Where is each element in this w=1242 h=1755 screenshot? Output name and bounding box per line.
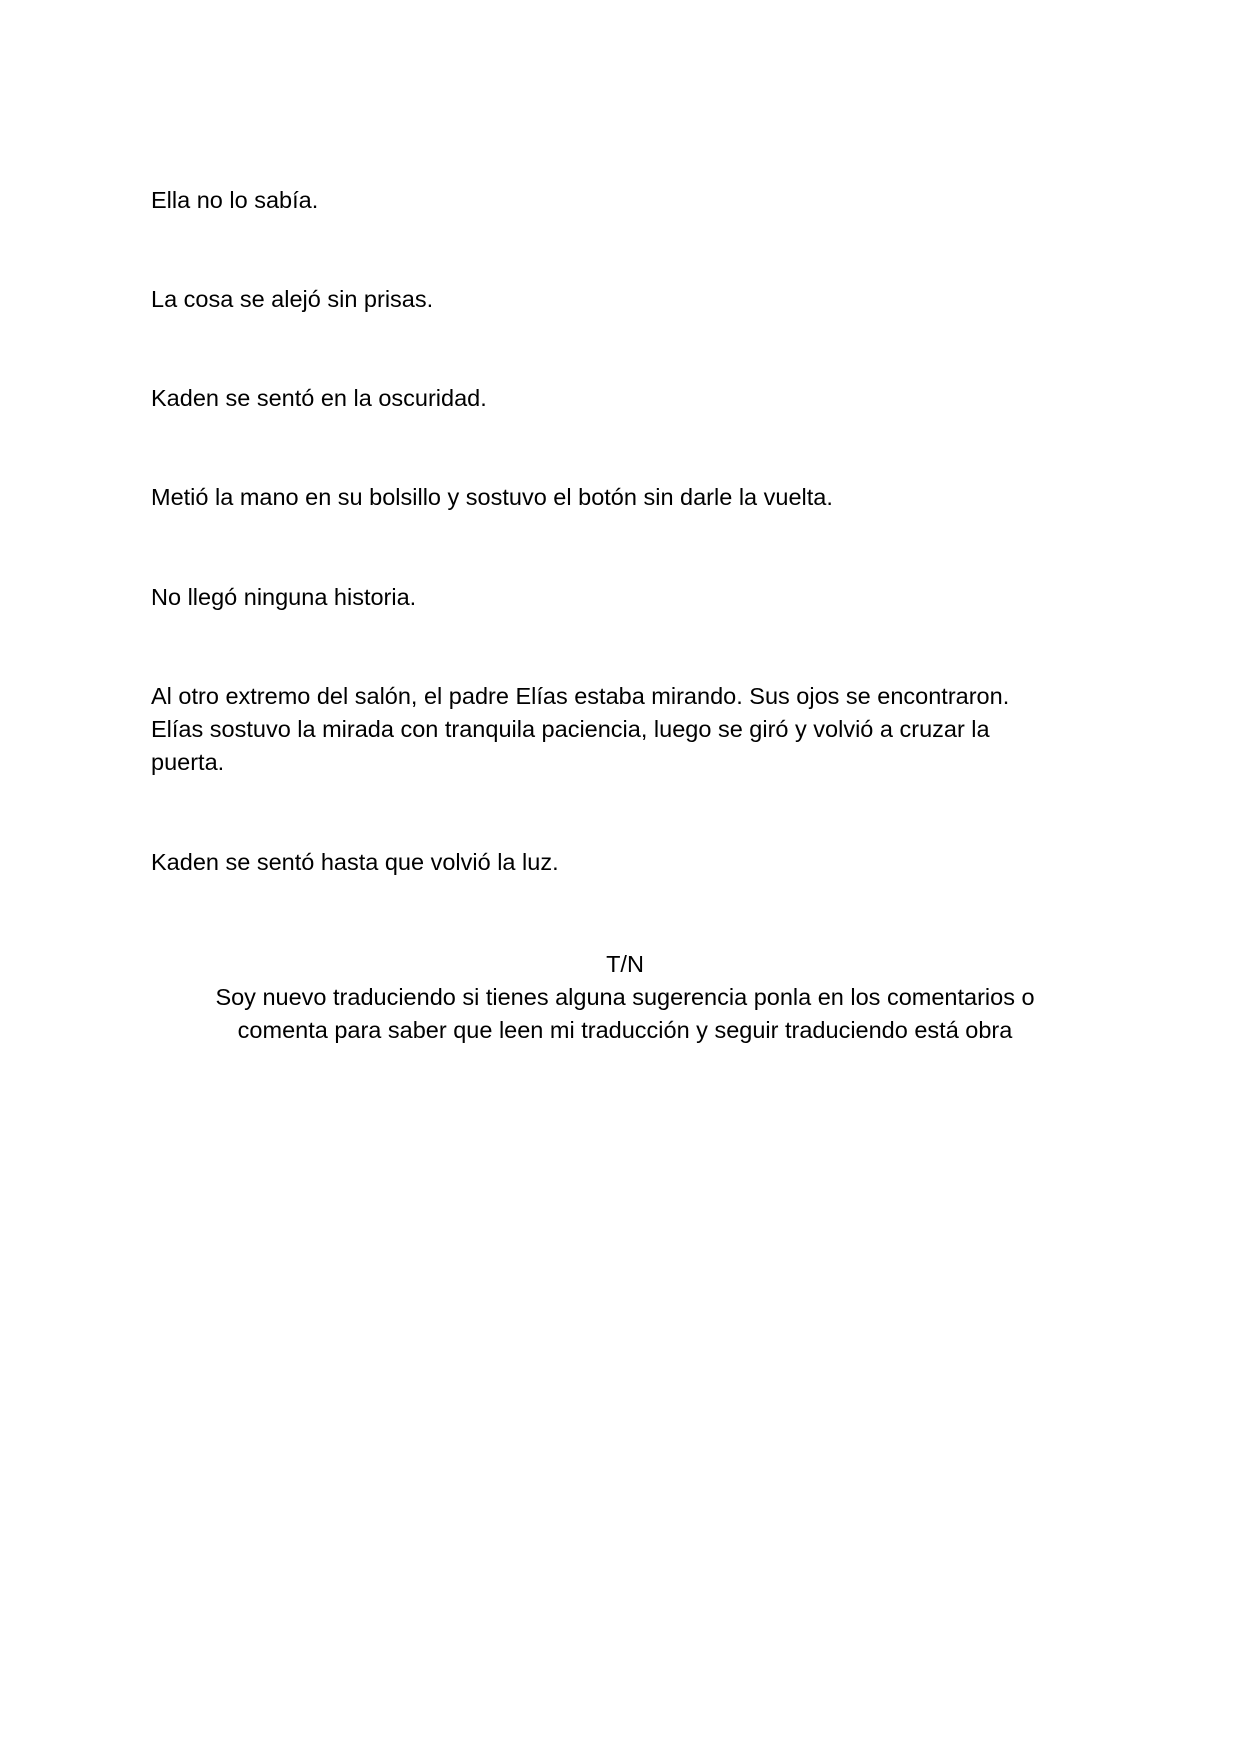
paragraph-1: Ella no lo sabía. bbox=[151, 187, 319, 213]
translator-note bbox=[120, 948, 1130, 1047]
paragraph-2: La cosa se alejó sin prisas. bbox=[151, 286, 434, 312]
paragraph-3: Kaden se sentó en la oscuridad. bbox=[151, 385, 487, 411]
paragraph-7: Kaden se sentó hasta que volvió la luz. bbox=[151, 849, 559, 875]
translator-note-heading: T/N bbox=[606, 951, 644, 977]
paragraph-4: Metió la mano en su bolsillo y sostuvo el botón sin darle la vuelta. bbox=[151, 484, 833, 510]
translator-note-line-1: Soy nuevo traduciendo si tienes alguna sugerencia ponla en los comentarios o bbox=[215, 984, 1035, 1010]
paragraph-6: Al otro extremo del salón, el padre Elías estaba mirando. Sus ojos se encontraron. Elías sostuvo la mirada con tranquila paciencia, luego se giró y volvió a cruzar la puerta. bbox=[151, 683, 1010, 775]
translator-note-line-2: comenta para saber que leen mi traducción y seguir traduciendo está obra bbox=[237, 1017, 1013, 1043]
paragraph-5: No llegó ninguna historia. bbox=[151, 584, 417, 610]
